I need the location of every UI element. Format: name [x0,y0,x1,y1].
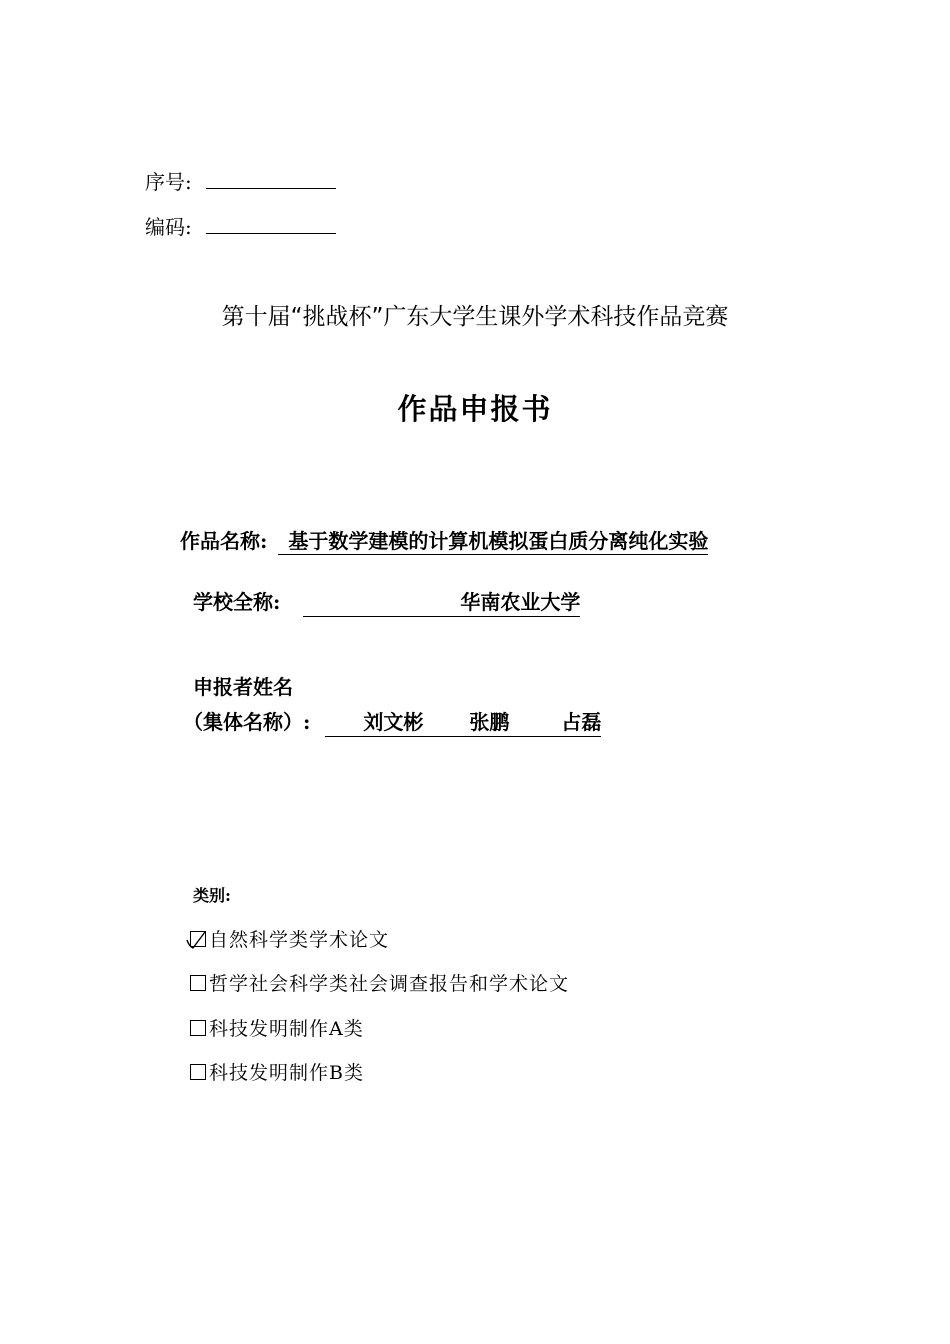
school-label: 学校全称: [193,590,281,614]
category-option-invention-b[interactable] [190,1058,364,1085]
competition-title: 第十届“挑战杯”广东大学生课外学术科技作品竞赛 [221,304,729,330]
category-option-social-science[interactable] [190,969,569,996]
work-name-label: 作品名称: [180,529,268,553]
checkbox[interactable] [190,1020,206,1036]
school-row [193,586,580,617]
category-option-natural-science[interactable] [190,925,389,952]
option-label: 科技发明制作A类 [209,1018,364,1040]
option-label: 自然科学类学术论文 [209,929,390,951]
checkbox[interactable] [190,931,206,947]
document-title: 作品申报书 [397,392,553,426]
checkbox[interactable] [190,975,206,991]
serial-number-label: 序号: [145,170,192,194]
code-blank[interactable] [206,219,336,234]
option-label: 哲学社会科学类社会调查报告和学术论文 [209,973,570,995]
applicant-row [183,706,601,737]
option-label: 科技发明制作B类 [209,1062,364,1084]
applicant-label-line2: （集体名称）: [183,710,311,734]
serial-number-blank[interactable] [206,174,336,189]
applicant-name: 张鹏 [469,710,510,734]
school-value: 华南农业大学 [303,586,580,617]
category-label: 类别: [193,886,231,905]
applicant-name: 刘文彬 [363,710,424,734]
checkbox[interactable] [190,1064,206,1080]
category-option-invention-a[interactable] [190,1014,364,1041]
work-name-row [180,525,708,554]
applicant-names [325,706,601,737]
serial-number-row [145,166,336,195]
checkmark-icon [185,929,207,951]
work-name-value: 基于数学建模的计算机模拟蛋白质分离纯化实验 [278,529,708,555]
code-label: 编码: [145,215,192,239]
code-row [145,211,336,240]
applicant-label-line1: 申报者姓名 [193,675,293,699]
applicant-name: 占磊 [561,710,602,734]
